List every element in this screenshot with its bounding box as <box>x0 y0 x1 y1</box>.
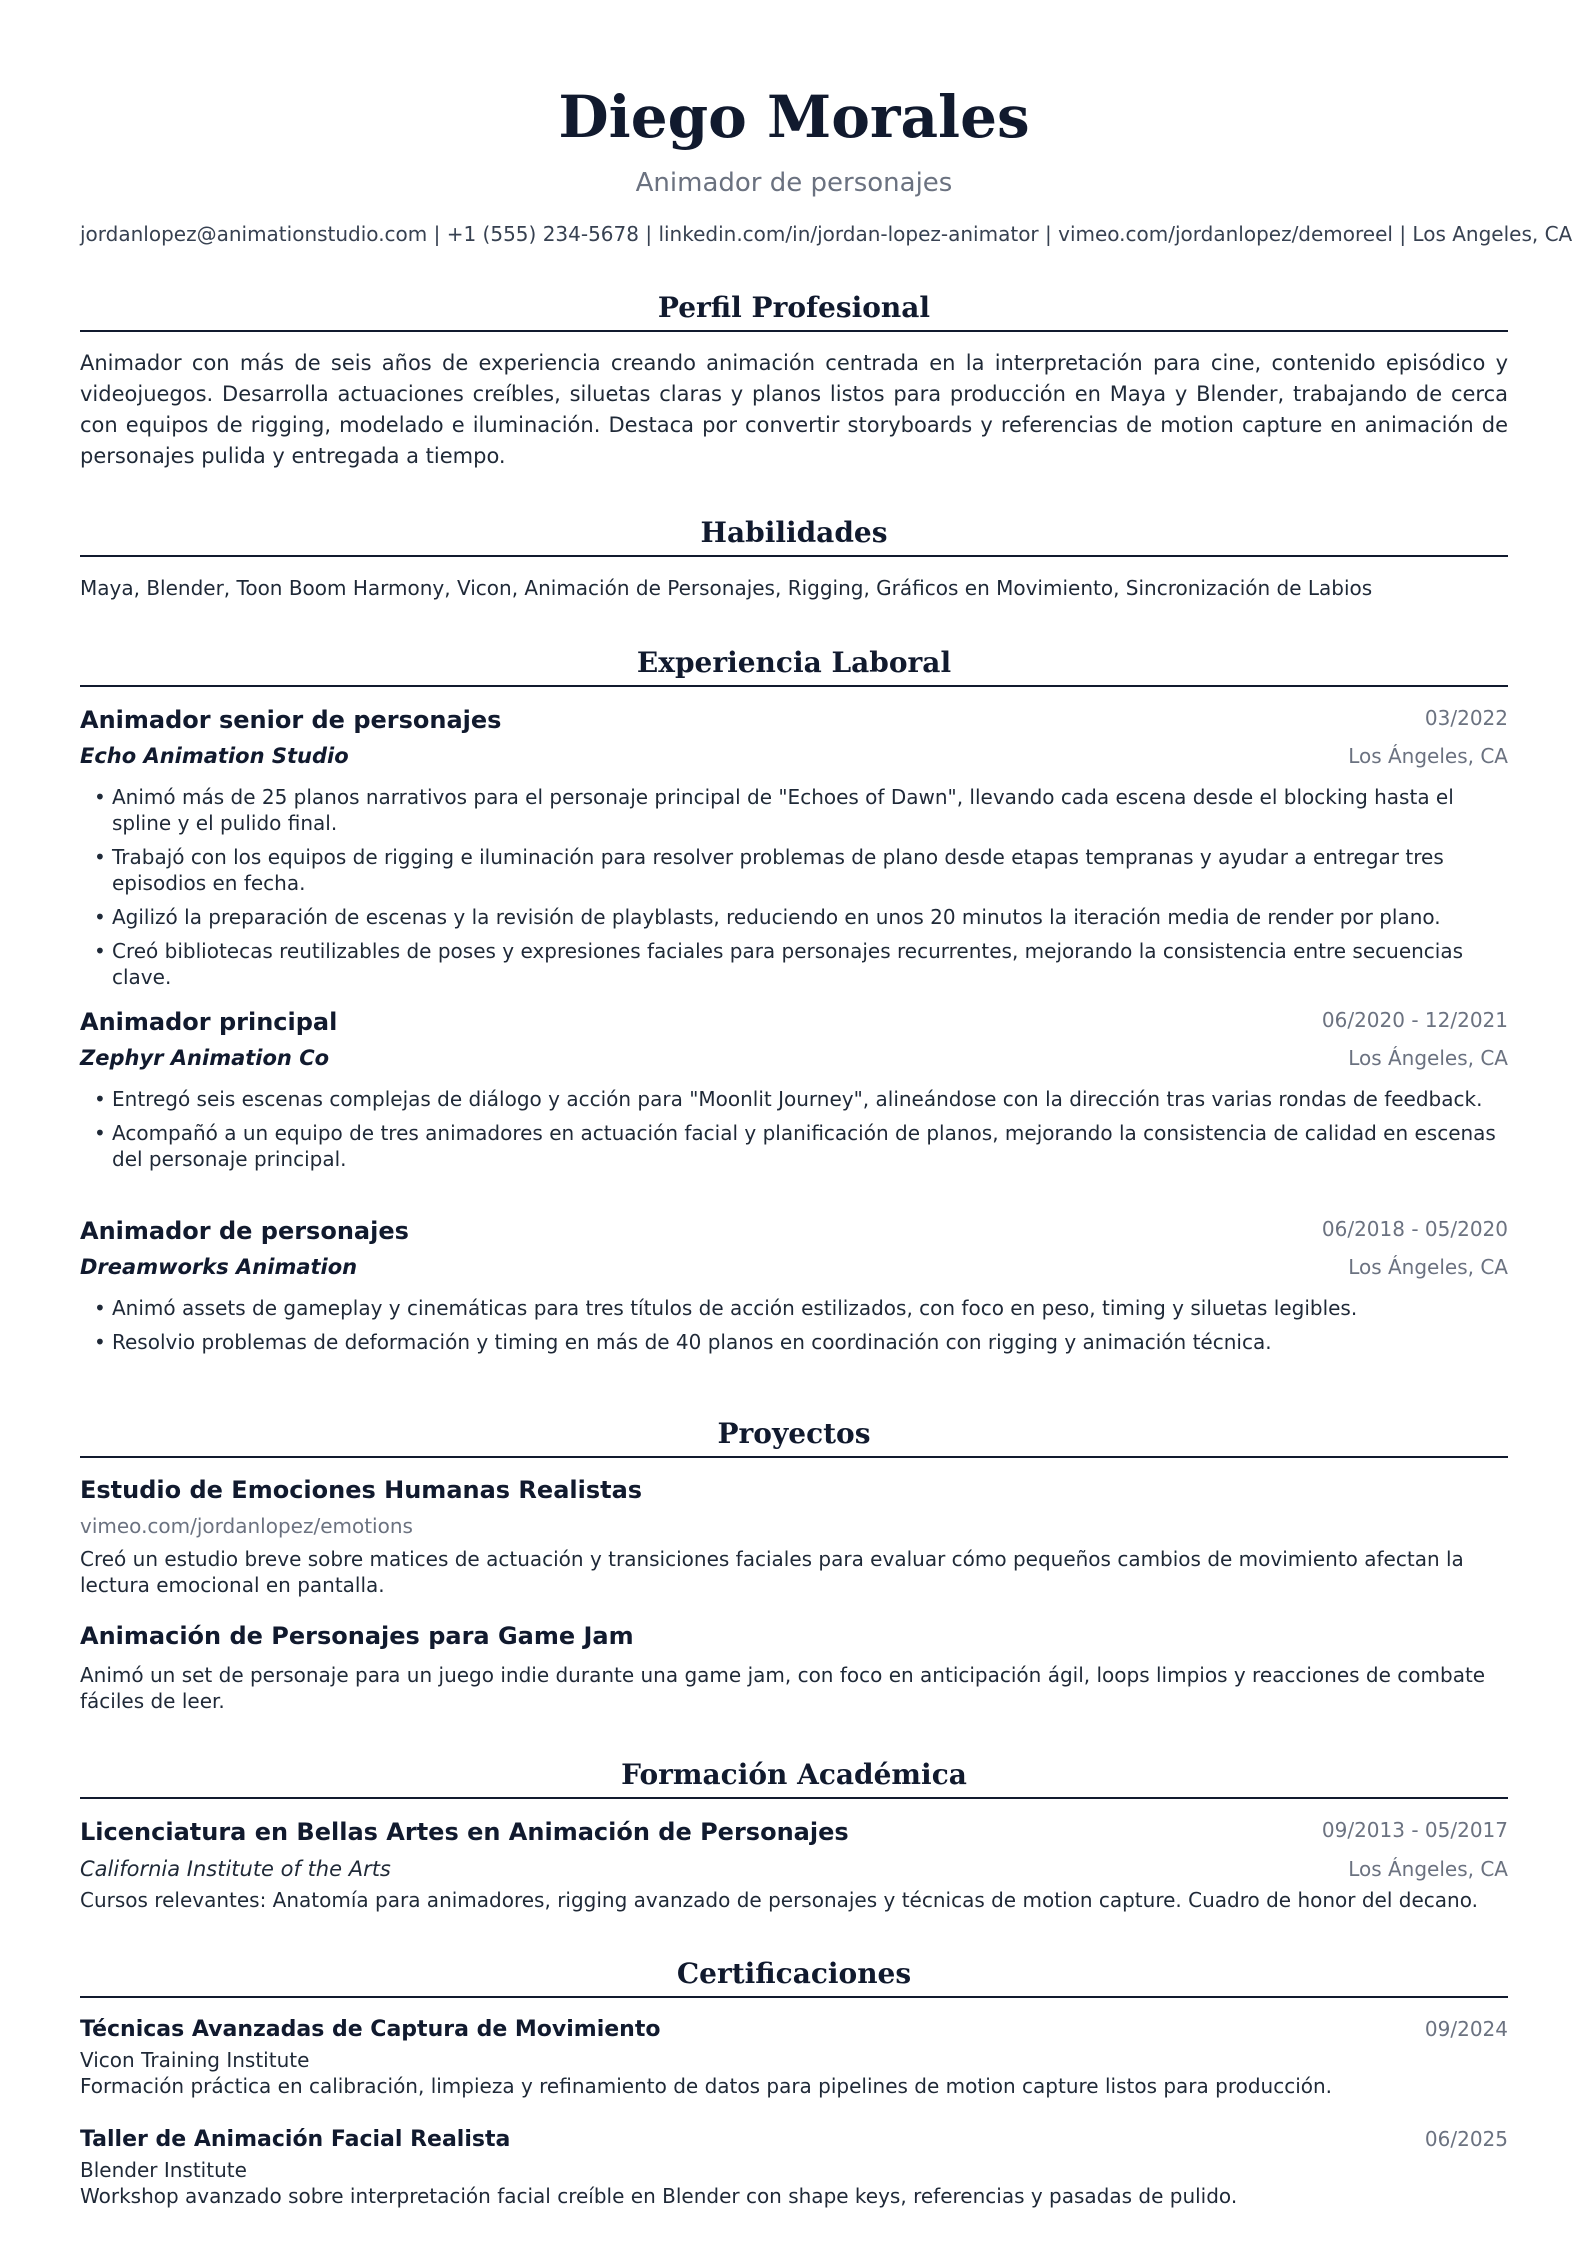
list-item: • Animó más de 25 planos narrativos para el personaje principal de "Echoes of Dawn", llevando cada escena desde el blocking hasta el spline y el pulido final. <box>94 785 1454 835</box>
list-item: • Resolvio problemas de deformación y timing en más de 40 planos en coordinación con rigging y animación técnica. <box>94 1330 1272 1354</box>
job-title: Animador senior de personajes <box>80 706 502 734</box>
project-title: Estudio de Emociones Humanas Realistas <box>80 1476 643 1504</box>
certification-title: Técnicas Avanzadas de Captura de Movimiento <box>80 2017 661 2042</box>
job-location: Los Ángeles, CA <box>1348 1046 1508 1070</box>
list-item: • Entregó seis escenas complejas de diálogo y acción para "Moonlit Journey", alineándose con la dirección tras varias rondas de feedback. <box>94 1087 1483 1111</box>
section-title-certifications: Certificaciones <box>676 1957 912 1990</box>
job-title: Animador principal <box>80 1008 338 1036</box>
job-title: Animador de personajes <box>80 1217 409 1245</box>
contact-line: jordanlopez@animationstudio.com | +1 (555) 234-5678 | linkedin.com/in/jordan-lopez-animator | vimeo.com/jordanlopez/demoreel | Los Angeles, CA <box>80 222 1573 246</box>
list-item: • Acompañó a un equipo de tres animadores en actuación facial y planificación de planos, mejorando la consistencia de calidad en escenas del personaje principal. <box>94 1121 1496 1171</box>
education-date: 09/2013 - 05/2017 <box>1321 1818 1508 1842</box>
certification-date: 09/2024 <box>1424 2017 1508 2041</box>
profile-summary: Animador con más de seis años de experiencia creando animación centrada en la interpretación para cine, contenido episódico y videojuegos. Desarrolla actuaciones creíbles, siluetas claras y planos listos para producción en Maya y Blender, trabajando de cerca con equipos de rigging, modelado e iluminación. Destaca por convertir storyboards y referencias de motion capture en animación de personajes pulida y entregada a tiempo. <box>80 351 1508 468</box>
project-title: Animación de Personajes para Game Jam <box>80 1622 634 1650</box>
job-bullets <box>80 784 1508 998</box>
job-bullets <box>80 1295 1508 1363</box>
job-company: Dreamworks Animation <box>80 1255 358 1279</box>
education-school: California Institute of the Arts <box>80 1857 391 1881</box>
skills-list: Maya, Blender, Toon Boom Harmony, Vicon, Animación de Personajes, Rigging, Gráficos en Movimiento, Sincronización de Labios <box>80 576 1373 600</box>
section-divider <box>80 1797 1508 1799</box>
job-date: 06/2018 - 05/2020 <box>1321 1217 1508 1241</box>
project-description: Animó un set de personaje para un juego indie durante una game jam, con foco en anticipación ágil, loops limpios y reacciones de combate fáciles de leer. <box>80 1663 1486 1713</box>
job-date: 06/2020 - 12/2021 <box>1321 1008 1508 1032</box>
project-link[interactable]: vimeo.com/jordanlopez/emotions <box>80 1514 413 1538</box>
section-title-projects: Proyectos <box>717 1417 871 1450</box>
candidate-name: Diego Morales <box>558 83 1030 151</box>
certification-issuer: Blender Institute <box>80 2158 247 2182</box>
section-divider <box>80 1996 1508 1998</box>
certification-date: 06/2025 <box>1424 2127 1508 2151</box>
section-title-profile: Perfil Profesional <box>657 291 931 324</box>
job-company: Zephyr Animation Co <box>80 1046 330 1070</box>
job-location: Los Ángeles, CA <box>1348 1255 1508 1279</box>
project-description: Creó un estudio breve sobre matices de actuación y transiciones faciales para evaluar cómo pequeños cambios de movimiento afectan la lectura emocional en pantalla. <box>80 1547 1464 1597</box>
job-company: Echo Animation Studio <box>80 744 349 768</box>
job-bullets <box>80 1086 1508 1180</box>
section-title-education: Formación Académica <box>621 1758 967 1791</box>
section-title-experience: Experiencia Laboral <box>636 646 952 679</box>
job-date: 03/2022 <box>1424 706 1508 730</box>
section-divider <box>80 1456 1508 1458</box>
list-item: • Creó bibliotecas reutilizables de poses y expresiones faciales para personajes recurrentes, mejorando la consistencia entre secuencias clave. <box>94 939 1464 989</box>
candidate-role: Animador de personajes <box>635 168 953 198</box>
section-title-skills: Habilidades <box>700 516 888 549</box>
list-item: • Trabajó con los equipos de rigging e iluminación para resolver problemas de plano desde etapas tempranas y ayudar a entregar tres episodios en fecha. <box>94 845 1444 895</box>
certification-description: Workshop avanzado sobre interpretación facial creíble en Blender con shape keys, referencias y pasadas de pulido. <box>80 2184 1238 2208</box>
certification-description: Formación práctica en calibración, limpieza y refinamiento de datos para pipelines de motion capture listos para producción. <box>80 2074 1333 2098</box>
section-divider <box>80 330 1508 332</box>
education-degree: Licenciatura en Bellas Artes en Animación de Personajes <box>80 1818 849 1846</box>
list-item: • Animó assets de gameplay y cinemáticas para tres títulos de acción estilizados, con foco en peso, timing y siluetas legibles. <box>94 1296 1358 1320</box>
section-divider <box>80 555 1508 557</box>
section-divider <box>80 685 1508 687</box>
certification-title: Taller de Animación Facial Realista <box>80 2127 511 2152</box>
job-location: Los Ángeles, CA <box>1348 744 1508 768</box>
list-item: • Agilizó la preparación de escenas y la revisión de playblasts, reduciendo en unos 20 minutos la iteración media de render por plano. <box>94 905 1441 929</box>
education-location: Los Ángeles, CA <box>1348 1857 1508 1881</box>
education-notes: Cursos relevantes: Anatomía para animadores, rigging avanzado de personajes y técnicas de motion capture. Cuadro de honor del decano. <box>80 1888 1478 1912</box>
certification-issuer: Vicon Training Institute <box>80 2048 310 2072</box>
